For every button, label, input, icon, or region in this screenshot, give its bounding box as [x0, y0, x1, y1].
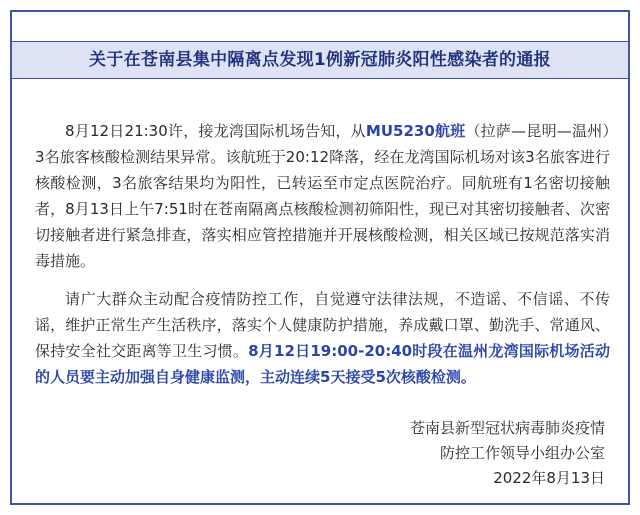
paragraph-incident — [35, 118, 610, 274]
flight-number: MU5230航班 — [365, 122, 466, 140]
signature-org-line1: 苍南县新型冠状病毒肺炎疫情 — [409, 419, 605, 437]
signature-date: 2022年8月13日 — [493, 469, 605, 487]
signature-org-line2: 防控工作领导小组办公室 — [439, 444, 605, 462]
paragraph-appeal — [35, 286, 610, 390]
paragraph-incident-text-1: 8月12日21:30许，接龙湾国际机场告知，从 — [65, 122, 366, 140]
paragraph-incident-text-2: （拉萨—昆明—温州）3名旅客核酸检测结果异常。该航班于20:12降落，经在龙湾国际机场对该3名旅客进行核酸检测，3名旅客结果均为阳性，已转运至市定点医院治疗。同航班有1名密切接触者，8月13日上午7:51时在苍南隔离点核酸检测初筛阳性，现已对其密切接触者、次密切接触者进行紧急排查，落实相应管控措施并开展核酸检测，相关区域已按规范落实消毒措施。 — [35, 122, 610, 270]
paragraph-appeal-highlight: 8月12日19:00-20:40时段在温州龙湾国际机场活动的人员要主动加强自身健康监测，主动连续5天接受5次核酸检测。 — [35, 342, 610, 386]
paragraph-appeal-text: 请广大群众主动配合疫情防控工作，自觉遵守法律法规，不造谣、不信谣、不传谣，维护正常生产生活秩序，落实个人健康防护措施，养成戴口罩、勤洗手、常通风、保持安全社交距离等卫生习惯。 — [35, 290, 610, 360]
notice-title: 关于在苍南县集中隔离点发现1例新冠肺炎阳性感染者的通报 — [89, 50, 551, 70]
